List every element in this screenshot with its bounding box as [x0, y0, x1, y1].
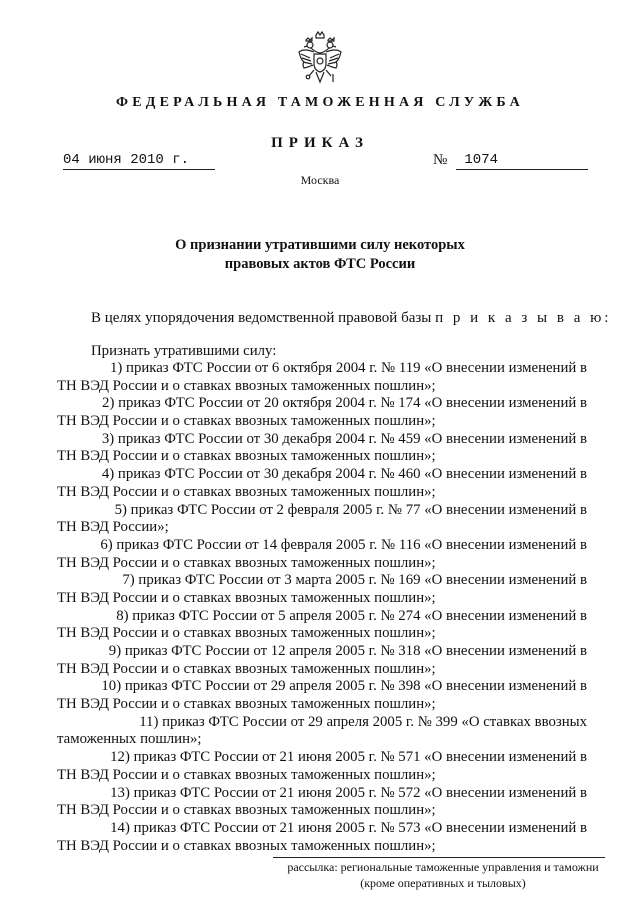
list-item [57, 608, 587, 643]
list-item-line-1: 14) приказ ФТС России от 21 июня 2005 г. № 573 «О внесении изменений в [110, 819, 587, 836]
list-item-line-2: ТН ВЭД России и о ставках ввозных таможенных пошлин»; [57, 696, 436, 713]
list-item-line-1: 1) приказ ФТС России от 6 октября 2004 г. № 119 «О внесении изменений в [110, 360, 587, 376]
list-item-line-1: 5) приказ ФТС России от 2 февраля 2005 г. № 77 «О внесении изменений в [114, 501, 587, 518]
list-item-line-2: ТН ВЭД России и о ставках ввозных таможенных пошлин»; [57, 766, 436, 783]
agency-name: ФЕДЕРАЛЬНАЯ ТАМОЖЕННАЯ СЛУЖБА [116, 95, 524, 110]
list-item-line-1: 6) приказ ФТС России от 14 февраля 2005 г. № 116 «О внесении изменений в [100, 536, 587, 553]
list-item-line-2: ТН ВЭД России и о ставках ввозных таможенных пошлин»; [57, 377, 436, 394]
intro-line: Признать утратившими силу: [91, 343, 277, 359]
list-item [57, 749, 587, 784]
list-item-line-1: 10) приказ ФТС России от 29 апреля 2005 г. № 398 «О внесении изменений в [101, 678, 587, 695]
number-label: № [433, 152, 448, 168]
list-item-line-2: ТН ВЭД России»; [57, 519, 169, 536]
document-type: ПРИКАЗ [271, 135, 369, 151]
list-item-line-1: 2) приказ ФТС России от 20 октября 2004 г. № 174 «О внесении изменений в [102, 395, 587, 412]
list-item-line-2: ТН ВЭД России и о ставках ввозных таможенных пошлин»; [57, 589, 436, 606]
order-date: 04 июня 2010 г. [63, 152, 215, 170]
list-item-line-2: ТН ВЭД России и о ставках ввозных таможенных пошлин»; [57, 554, 436, 571]
distribution-line-2: (кроме оперативных и тыловых) [360, 876, 526, 890]
list-item-line-2: ТН ВЭД России и о ставках ввозных таможенных пошлин»; [57, 413, 436, 430]
list-item-line-2: ТН ВЭД России и о ставках ввозных таможенных пошлин»; [57, 660, 436, 677]
footer-divider [273, 857, 605, 858]
preamble-order-word: п р и к а з ы в а ю: [435, 310, 612, 326]
list-item [57, 820, 587, 855]
list-item [57, 395, 587, 430]
list-item [57, 431, 587, 466]
order-body [57, 342, 587, 855]
list-item-line-1: 9) приказ ФТС России от 12 апреля 2005 г. № 318 «О внесении изменений в [108, 643, 587, 659]
double-headed-eagle-icon [297, 30, 343, 86]
subject-line-1: О признании утратившими силу некоторых [175, 237, 465, 253]
list-item [57, 643, 587, 678]
list-item [57, 678, 587, 713]
list-item-line-1: 4) приказ ФТС России от 30 декабря 2004 г. № 460 «О внесении изменений в [101, 466, 587, 483]
list-item [57, 572, 587, 607]
list-item-line-1: 13) приказ ФТС России от 21 июня 2005 г. № 572 «О внесении изменений в [110, 784, 587, 801]
distribution-line-1: рассылка: региональные таможенные управления и таможни [287, 860, 599, 874]
list-item-line-1: 3) приказ ФТС России от 30 декабря 2004 г. № 459 «О внесении изменений в [101, 430, 587, 447]
list-item [57, 360, 587, 395]
city: Москва [300, 173, 340, 187]
list-item-line-2: ТН ВЭД России и о ставках ввозных таможенных пошлин»; [57, 837, 436, 854]
items-list [57, 360, 587, 855]
list-item-line-2: ТН ВЭД России и о ставках ввозных таможенных пошлин»; [57, 802, 436, 819]
list-item [57, 537, 587, 572]
preamble [91, 310, 611, 327]
list-item [57, 785, 587, 820]
list-item-line-2: ТН ВЭД России и о ставках ввозных таможенных пошлин»; [57, 448, 436, 465]
list-item-line-1: 8) приказ ФТС России от 5 апреля 2005 г. № 274 «О внесении изменений в [116, 607, 587, 624]
order-number: 1074 [456, 152, 588, 170]
list-item-line-1: 7) приказ ФТС России от 3 марта 2005 г. № 169 «О внесении изменений в [122, 572, 587, 589]
list-item-line-1: 11) приказ ФТС России от 29 апреля 2005 г. № 399 «О ставках ввозных [139, 713, 587, 730]
distribution-note [273, 859, 613, 891]
list-item [57, 714, 587, 749]
list-item-line-1: 12) приказ ФТС России от 21 июня 2005 г. № 571 «О внесении изменений в [110, 749, 587, 766]
list-item [57, 466, 587, 501]
order-subject [0, 236, 640, 274]
preamble-text: В целях упорядочения ведомственной правовой базы [91, 310, 432, 326]
list-item-line-2: ТН ВЭД России и о ставках ввозных таможенных пошлин»; [57, 483, 436, 500]
list-item-line-2: таможенных пошлин»; [57, 731, 202, 748]
list-item-line-2: ТН ВЭД России и о ставках ввозных таможенных пошлин»; [57, 625, 436, 642]
subject-line-2: правовых актов ФТС России [224, 256, 416, 272]
list-item [57, 502, 587, 537]
